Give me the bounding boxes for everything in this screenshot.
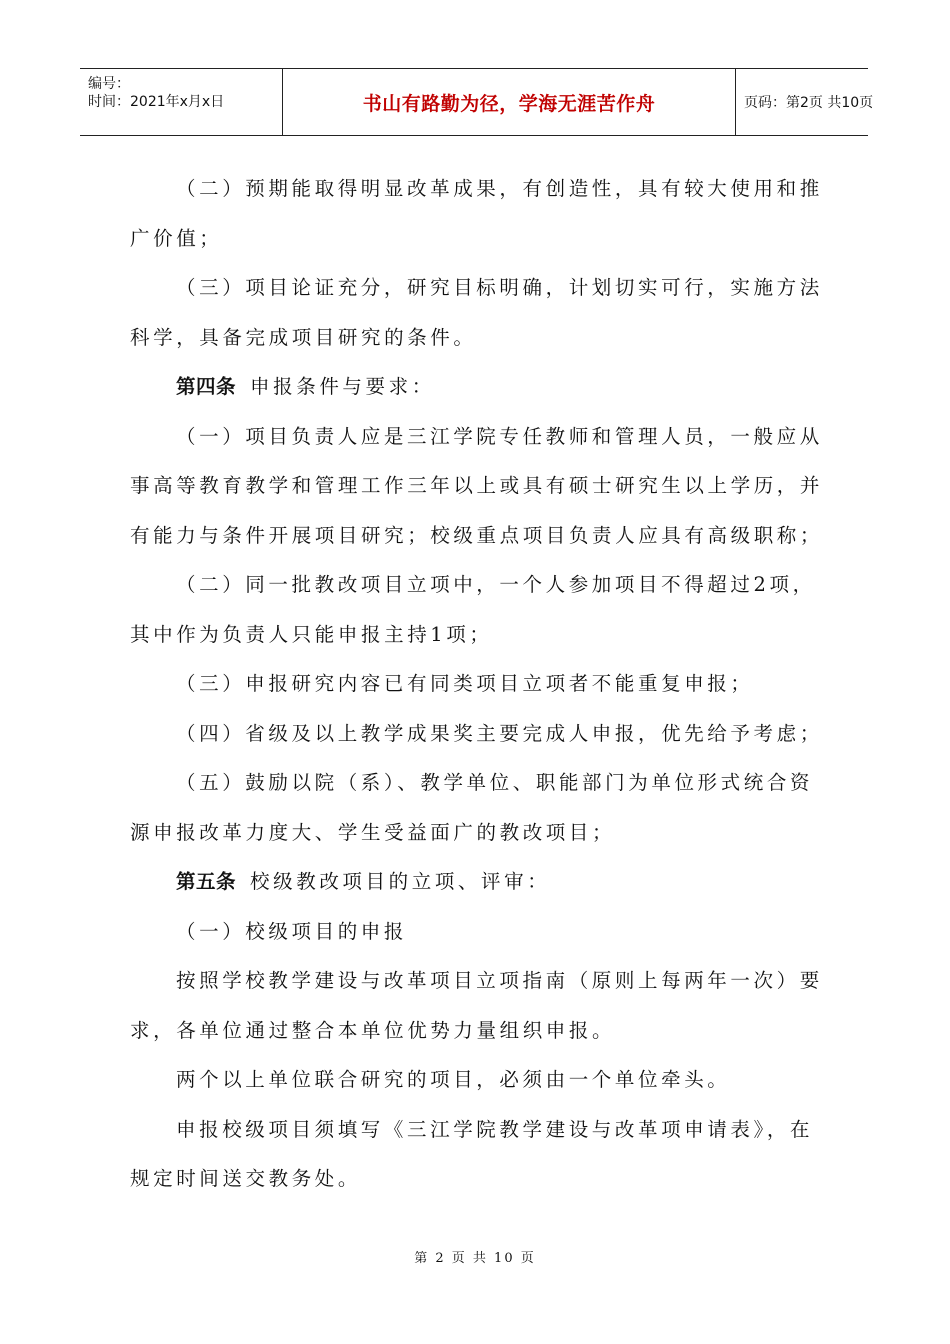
header-motto: 书山有路勤为径，学海无涯苦作舟 <box>362 92 656 115</box>
body-line: 事高等教育教学和管理工作三年以上或具有硕士研究生以上学历，并 <box>130 474 824 497</box>
body-line: （一）项目负责人应是三江学院专任教师和管理人员，一般应从 <box>176 424 823 448</box>
body-line: （五）鼓励以院（系）、教学单位、职能部门为单位形式统合资 <box>176 771 814 794</box>
body-line: 规定时间送交教务处。 <box>130 1167 362 1190</box>
header-page-info: 页码：第2页 共10页 <box>744 95 874 111</box>
document-time-label: 时间：2021年x月x日 <box>88 94 225 110</box>
body-line: 其中作为负责人只能申报主持1项； <box>130 622 493 646</box>
article-5-line <box>130 857 820 907</box>
body-line: （三）申报研究内容已有同类项目立项者不能重复申报； <box>176 672 754 695</box>
article-5-title: 校级教改项目的立项、评审： <box>250 870 551 893</box>
body-line: 求，各单位通过整合本单位优势力量组织申报。 <box>130 1018 616 1042</box>
body-line: （二）预期能取得明显改革成果，有创造性，具有较大使用和推 <box>176 177 823 200</box>
article-4-line <box>130 362 820 412</box>
article-5-heading: 第五条 <box>176 870 237 893</box>
body-line: 按照学校教学建设与改革项目立项指南（原则上每两年一次）要 <box>176 969 823 992</box>
document-code-label: 编号： <box>88 76 130 92</box>
document-header <box>80 68 874 136</box>
article-4-heading: 第四条 <box>176 375 237 398</box>
body-line: （四）省级及以上教学成果奖主要完成人申报，优先给予考虑； <box>176 721 823 745</box>
body-line: （三）项目论证充分，研究目标明确，计划切实可行，实施方法 <box>176 276 823 299</box>
header-motto-cell <box>283 69 736 135</box>
page-footer: 第 2 页 共 10 页 <box>414 1251 536 1266</box>
body-line: 科学，具备完成项目研究的条件。 <box>130 325 477 349</box>
body-line: 广价值； <box>130 226 223 250</box>
body-line: 两个以上单位联合研究的项目，必须由一个单位牵头。 <box>176 1068 731 1091</box>
header-page-cell <box>737 69 874 135</box>
body-line: 有能力与条件开展项目研究；校级重点项目负责人应具有高级职称； <box>130 523 824 547</box>
body-line: （一）校级项目的申报 <box>176 919 408 943</box>
body-line: 申报校级项目须填写《三江学院教学建设与改革项申请表》，在 <box>176 1117 814 1141</box>
document-body <box>130 164 824 1204</box>
body-line: （二）同一批教改项目立项中，一个人参加项目不得超过2项， <box>176 573 816 596</box>
body-line: 源申报改革力度大、学生受益面广的教改项目； <box>130 820 616 844</box>
header-meta-cell <box>80 69 283 135</box>
article-4-title: 申报条件与要求： <box>250 375 435 398</box>
